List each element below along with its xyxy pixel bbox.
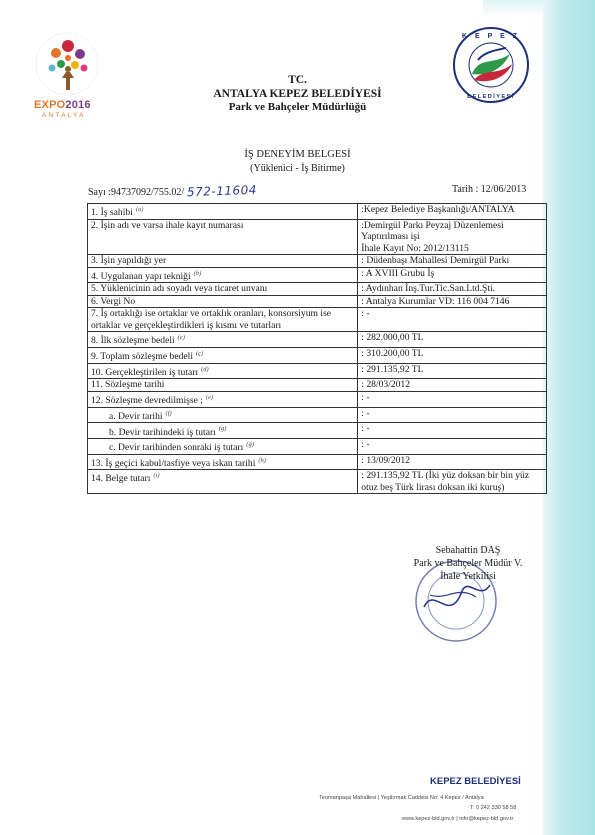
expo-word-a: EXPO <box>34 99 66 111</box>
header-municipality: ANTALYA KEPEZ BELEDİYESİ <box>213 88 382 100</box>
table-row <box>88 470 547 494</box>
row-label: 1. İş sahibi <box>91 207 133 219</box>
table-row <box>88 379 547 392</box>
document-subtitle: (Yüklenici - İş Bitirme) <box>250 163 345 174</box>
row-value-cell <box>358 470 547 494</box>
row-value: : 13/09/2012 <box>361 454 411 466</box>
row-value: :Demirgül Parkı Peyzaj Düzenlemesi Yaptırılması işi <box>361 219 504 243</box>
expo-word-b: 2016 <box>65 99 91 111</box>
row-label-cell <box>88 348 358 364</box>
row-label: 3. İşin yapıldığı yer <box>91 255 167 267</box>
row-label-cell <box>88 255 358 268</box>
row-label: 6. Vergi No <box>91 295 136 307</box>
signatory-title: Park ve Bahçeler Müdür V. <box>413 558 523 569</box>
row-label: 10. Gerçekleştirilen iş tutarı <box>91 366 199 378</box>
row-value-cell <box>358 283 547 296</box>
row-label-cell <box>88 332 358 348</box>
row-label: a. Devir tarihi <box>109 410 163 422</box>
row-value: : Aydınhan İnş.Tur.Tic.San.Ltd.Şti. <box>361 283 496 295</box>
row-value: : - <box>361 391 370 403</box>
row-label-cell <box>88 391 358 407</box>
row-value: : 291.135,92 TL (İki yüz doksan bir bin yüz otuz beş Türk lirası doksan iki kuruş) <box>361 470 530 493</box>
row-label-cell <box>88 308 358 332</box>
table-row <box>88 283 547 296</box>
signatory-role: İhale Yetkilisi <box>440 571 496 582</box>
row-value: : 310.200,00 TL <box>361 348 424 360</box>
svg-text:BELEDİYESİ: BELEDİYESİ <box>467 94 515 100</box>
table-row <box>88 423 547 439</box>
row-value-cell <box>358 332 547 348</box>
row-value-cell <box>358 219 547 255</box>
svg-text:K E P E Z: K E P E Z <box>462 33 520 40</box>
row-value-cell <box>358 454 547 470</box>
row-value: : - <box>361 439 370 450</box>
row-value-cell <box>358 391 547 407</box>
row-footnote-marker: (d) <box>201 365 209 373</box>
document-title: İŞ DENEYİM BELGESİ <box>244 149 351 160</box>
row-label-cell <box>88 423 358 439</box>
row-value: : 28/03/2012 <box>361 379 411 391</box>
row-value-cell <box>358 363 547 379</box>
table-row <box>88 219 547 255</box>
row-value: : Düdenbaşı Mahallesi Demirgül Parkı <box>361 255 510 267</box>
row-label-cell <box>88 219 358 255</box>
row-label-cell <box>88 283 358 296</box>
document-number-label: Sayı :94737092/755.02/ <box>88 187 185 198</box>
row-value: : - <box>361 407 370 419</box>
row-label: 14. Belge tutarı <box>91 473 151 485</box>
row-label-cell <box>88 204 358 220</box>
row-value-cell <box>358 348 547 364</box>
row-label-cell <box>88 363 358 379</box>
row-label-cell <box>88 439 358 455</box>
row-label: 13. İş geçici kabul/tasfiye veya iskan tarihi <box>91 457 256 469</box>
row-value-cell <box>358 204 547 220</box>
scan-edge-strip <box>543 0 595 835</box>
footer-address: Teomanpaşa Mahallesi | Yeşilırmak Caddesi No: 4 Kepez / Antalya <box>319 795 484 801</box>
table-row <box>88 295 547 308</box>
table-row <box>88 454 547 470</box>
row-value-cell <box>358 308 547 332</box>
row-label: 7. İş ortaklığı ise ortaklar ve ortaklık oranları, konsorsiyum ise ortaklar ve gerçekleştirdikleri iş kısmı ve tutarları <box>91 308 332 331</box>
table-row <box>88 363 547 379</box>
row-label: 11. Sözleşme tarihi <box>91 379 165 391</box>
table-row <box>88 308 547 332</box>
row-value: : - <box>361 308 370 320</box>
row-value-cell <box>358 267 547 283</box>
row-footnote-marker: (a) <box>135 206 144 213</box>
row-label: 5. Yüklenicinin adı soyadı veya ticaret unvanı <box>91 283 268 295</box>
row-label-cell <box>88 295 358 308</box>
row-value: : 291.135,92 TL <box>361 363 424 375</box>
row-footnote-marker: (f) <box>165 409 172 417</box>
row-value-line2: İhale Kayıt No: 2012/13115 <box>361 242 469 254</box>
document-date: Tarih : 12/06/2013 <box>452 184 527 195</box>
header-department: Park ve Bahçeler Müdürlüğü <box>228 101 367 113</box>
row-value-cell <box>358 379 547 392</box>
row-footnote-marker: (h) <box>258 456 266 464</box>
row-label: c. Devir tarihinden sonraki iş tutarı <box>109 442 244 454</box>
row-label: 8. İlk sözleşme bedeli <box>91 335 175 347</box>
row-label: 9. Toplam sözleşme bedeli <box>91 351 193 363</box>
header-line-tc: TC. <box>288 74 307 86</box>
table-row <box>88 332 547 348</box>
footer-phone: T: 0 242 330 58 58 <box>470 805 517 811</box>
row-label: 4. Uygulanan yapı tekniği <box>91 270 191 282</box>
row-footnote-marker: (ı) <box>153 472 160 480</box>
footer-web-link[interactable]: www.kepez-bld.gov.tr | info@kepez-bld.gov.tr <box>402 816 514 822</box>
row-footnote-marker: (g) <box>218 425 227 433</box>
document-number-handwritten: 572-11604 <box>186 182 257 200</box>
row-label-cell <box>88 454 358 470</box>
scan-edge-shadow <box>483 0 543 18</box>
row-label: 2. İşin adı ve varsa ihale kayıt numarası <box>91 219 244 231</box>
row-value: : 282.000,00 TL <box>361 332 424 344</box>
experience-info-table <box>87 203 547 494</box>
table-row <box>88 267 547 283</box>
row-label-cell <box>88 267 358 283</box>
row-value: : Antalya Kurumlar VD: 116 004 7146 <box>361 295 510 307</box>
row-label-cell <box>88 379 358 392</box>
row-label-cell <box>88 470 358 494</box>
row-label-cell <box>88 407 358 423</box>
table-row <box>88 439 547 455</box>
table-row <box>88 348 547 364</box>
table-row <box>88 391 547 407</box>
row-label: 12. Sözleşme devredilmişse ; <box>91 395 203 407</box>
signature-block <box>388 544 548 583</box>
table-row <box>88 255 547 268</box>
footer-brand: KEPEZ BELEDİYESİ <box>430 776 521 787</box>
row-value: : A XVIII Grubu İş <box>361 267 435 279</box>
table-body <box>88 204 547 494</box>
row-value-cell <box>358 423 547 439</box>
table-row <box>88 204 547 220</box>
row-footnote-marker: (e) <box>205 393 214 401</box>
row-value: :Kepez Belediye Başkanlığı/ANTALYA <box>361 204 515 215</box>
row-label: b. Devir tarihindeki iş tutarı <box>109 426 216 438</box>
expo-city: ANTALYA <box>42 112 86 119</box>
signatory-name: Sebahattin DAŞ <box>435 545 501 556</box>
row-value-cell <box>358 439 547 455</box>
row-value: : - <box>361 423 370 435</box>
row-footnote-marker: (c) <box>177 334 185 342</box>
row-value-cell <box>358 295 547 308</box>
row-footnote-marker: (b) <box>193 269 202 277</box>
row-value-cell <box>358 255 547 268</box>
document-number <box>88 184 257 198</box>
row-footnote-marker: (ğ) <box>246 441 254 448</box>
table-row <box>88 407 547 423</box>
row-value-cell <box>358 407 547 423</box>
row-footnote-marker: (ç) <box>196 350 204 358</box>
